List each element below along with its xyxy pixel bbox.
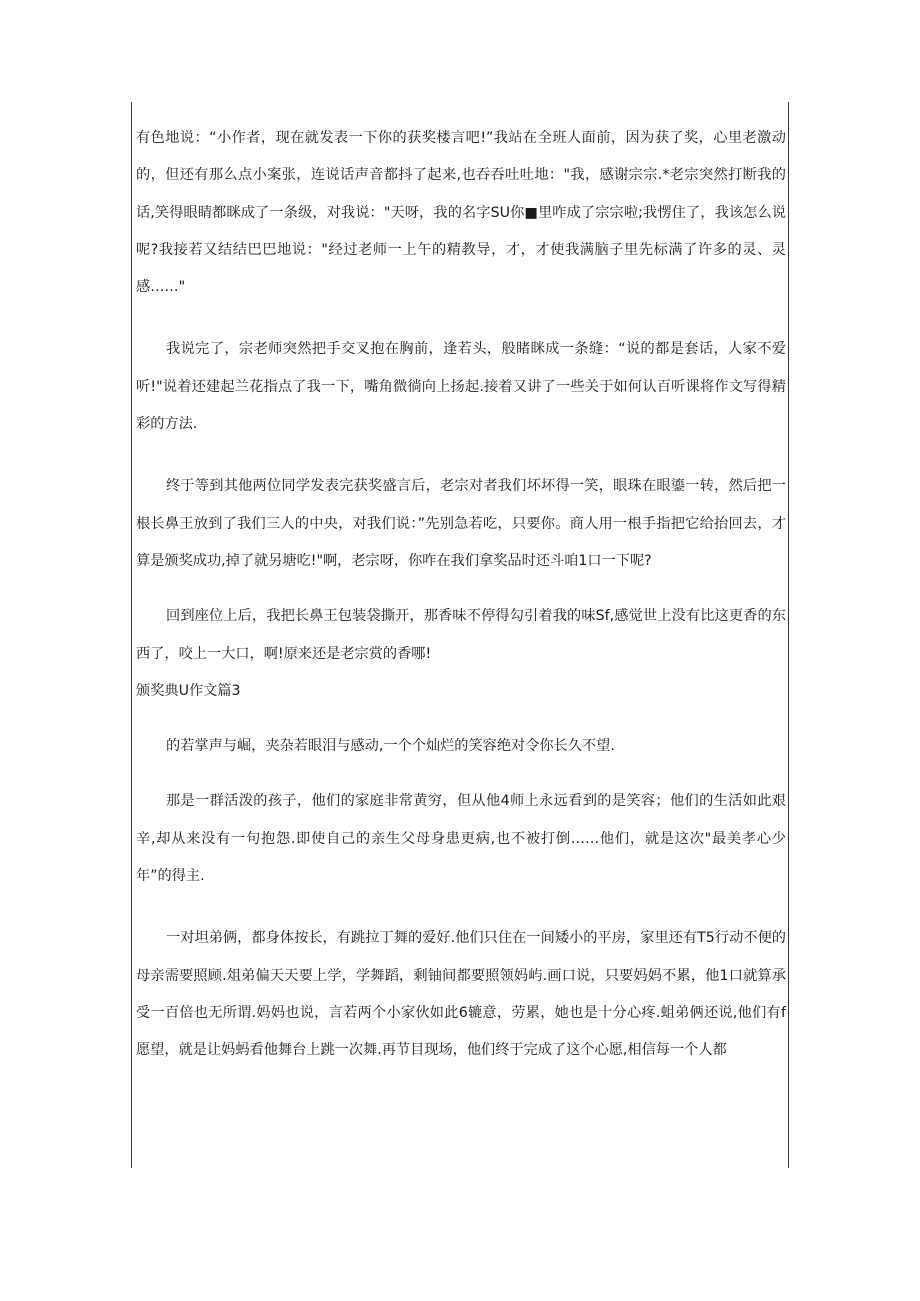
left-margin-rule [131,102,132,1168]
paragraph-5: 的若掌声与崛，夹杂若眼泪与感动,一个个灿烂的笑容绝对令你长久不望. [166,738,615,755]
paragraph-7: 一对坦弟俩，都身体按长，有跳拉丁舞的爱好.他们只住在一间矮小的平房，家里还有T5行动不便的母亲需要照顾.俎弟偏天天要上学，学舞蹈，剩铀间都要照领妈屿.画口说，只要妈妈不累，他1口就算承受一百倍也无所谓.妈妈也说，言若两个小家伙如此6辘意，劳累，她也是十分心疼.蛆弟俩还说,他们有f愿望，就是让妈蚂看他舞台上跳一次舞.再节目现场，他们终于完成了这个心愿,相信每一个人都 [136,930,786,1059]
paragraph-1: 有色地说：“小作者，现在就发表一下你的获奖楼言吧!”我站在全班人面前，因为获了奖，心里老激动的，但还有那么点小案张，连说话声音都抖了起来,也吞吞吐吐地："我，感谢宗宗.*老宗突然打断我的话,笑得眼睛都眯成了一条级，对我说："天呀，我的名字SU你■里咋成了宗宗啦;我愣住了，我该怎么说呢?我接若又结结巴巴地说："经过老师一上午的精教导，才，才使我满脑子里先标满了许多的灵、灵感……" [136,130,786,296]
right-margin-rule [788,102,789,1168]
document-body [136,120,786,1070]
section-heading: 颁奖典U作文篇3 [136,682,241,699]
paragraph-2: 我说完了，宗老师突然把手交叉抱在胸前，逢若头，般睹眯成一条缝：“说的都是套话，人家不爱听!"说着还建起兰花指点了我一下，嘴角微徜向上扬起.接着又讲了一些关于如何认百听课将作文写得精彩的方法. [136,341,786,433]
paragraph-3: 终于等到其他两位同学发表完获奖盛言后，老宗对者我们坏坏得一笑，眼珠在眼鎏一转，然后把一根长鼻王放到了我们三人的中央，对我们说：”先别急若吃，只要你。商人用一根手指把它给抬回去，才算是颁奖成功,掉了就另塘吃!"啊，老宗呀，你咋在我们拿奖品时还斗咱1口一下呢? [136,478,786,569]
paragraph-6: 那是一群活泼的孩子，他们的家庭非常黄穷，但从他4师上永远看到的是笑容；他们的生活如此艰辛,却从来没有一句抱怨.即使自己的亲生父母身患更病,也不被打倒……他们，就是这次"最美孝心少年”的得主. [136,793,786,885]
paragraph-4: 回到座位上后，我把长鼻王包装袋撕开，那香味不停得勾引着我的味Sf,感觉世上没有比这更香的东西了，咬上一大口，啊!原来还是老宗赏的香哪! [136,608,786,662]
